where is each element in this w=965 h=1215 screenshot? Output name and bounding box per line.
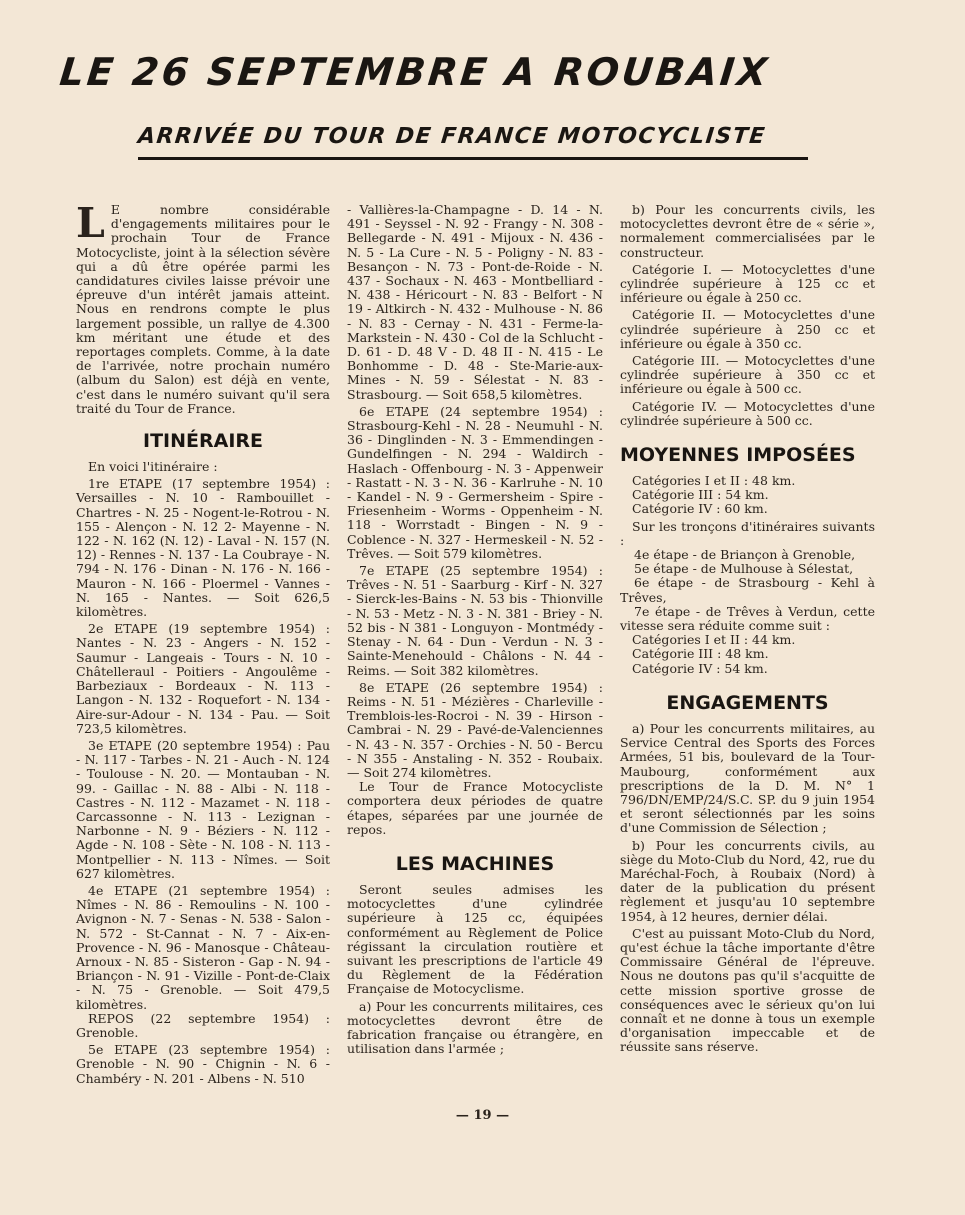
etape-3: 3e ETAPE (20 septembre 1954) : Pau - N. 117 - Tarbes - N. 21 - Auch - N. 124 - Toulouse - N. 20. — Montauban - N. 99. - Gaillac - N. 88 - Albi - N. 118 - Castres - N. 112 - Mazamet - N. 118 - Carcassonne - N. 113 - Lezignan - Narbonne - N. 9 - Béziers - N. 112 - Agde - N. 108 - Sète - N. 108 - N. 113 - Montpellier - N. 113 - Nîmes. — Soit 627 kilomètres.	[76, 737, 330, 881]
etape-4: 4e ETAPE (21 septembre 1954) : Nîmes - N. 86 - Remoulins - N. 100 - Avignon - N. 7 - Senas - N. 538 - Salon - N. 572 - St-Cannat - N. 7 - Aix-en-Provence - N. 96 - Manosque - Château-Arnoux - N. 85 - Sisteron - Gap - N. 94 - Briançon - N. 91 - Vizille - Pont-de-Claix - N. 75 - Grenoble. — Soit 479,5 kilomètres.	[76, 882, 330, 1012]
machines-intro: Seront seules admises les motocyclettes d'une cylindrée supérieure à 125 cc, équipées conformément au Règlement de Police régissant la circulation routière et suivant les prescriptions de l'article 49 du Règlement de la Fédération Française de Motocyclisme.	[347, 881, 603, 997]
troncon-1: 4e étape - de Briançon à Grenoble,	[634, 547, 856, 563]
column-2	[347, 203, 603, 1056]
page-number: — 19 —	[455, 1108, 510, 1123]
repos: REPOS (22 septembre 1954) : Grenoble.	[76, 1010, 330, 1040]
troncon-3: 6e étape - de Strasbourg - Kehl à Trêves,	[620, 575, 875, 605]
machines-military: a) Pour les concurrents militaires, ces motocyclettes devront être de fabrication française ou étrangère, en utilisation dans l'armée ;	[347, 998, 603, 1057]
average-3: Catégorie IV : 60 km.	[632, 501, 768, 517]
heading-machines: LES MACHINES	[395, 852, 555, 875]
heading-engagements: ENGAGEMENTS	[666, 691, 829, 714]
engagements-civil: b) Pour les concurrents civils, au siège du Moto-Club du Nord, 42, rue du Maréchal-Foch, à Roubaix (Nord) à dater de la publication du présent règlement et jusqu'au 10 septembre 1954, à 12 heures, dernier délai.	[620, 837, 875, 924]
etape-5: 5e ETAPE (23 septembre 1954) : Grenoble - N. 90 - Chignin - N. 6 - Chambéry - N. 201 - Albens - N. 510	[76, 1042, 330, 1086]
category-1: Catégorie I. — Motocyclettes d'une cylindrée supérieure à 125 cc et inférieure ou égale à 250 cc.	[620, 261, 875, 306]
troncon-4: 7e étape - de Trêves à Verdun, cette vitesse sera réduite comme suit :	[620, 603, 875, 634]
intro-text: E nombre considérable d'engagements militaires pour le prochain Tour de France Motocycliste, joint à la sélection sévère qui a dû être opérée parmi les candidatures civiles laisse prévoir une épreuve d'un intérêt jamais atteint. Nous en rendrons compte le plus largement possible, un rallye de 4.300 km méritant une étude et des reportages complets. Comme, à la date de l'arrivée, notre prochain numéro (album du Salon) est déjà en vente, c'est dans le numéro suivant qu'il sera traité du Tour de France.	[76, 202, 330, 416]
troncons-intro: Sur les tronçons d'itinéraires suivants :	[620, 518, 875, 548]
troncon-2: 5e étape - de Mulhouse à Sélestat,	[634, 561, 854, 577]
category-4: Catégorie IV. — Motocyclettes d'une cylindrée supérieure à 500 cc.	[620, 398, 875, 428]
etape-8: 8e ETAPE (26 septembre 1954) : Reims - N. 51 - Mézières - Charleville - Tremblois-les-Rocroi - N. 39 - Hirson - Cambrai - N. 29 - Pavé-de-Valenciennes - N. 43 - N. 357 - Orchies - N. 50 - Bercu - N 355 - Anstaling - N. 352 - Roubaix. — Soit 274 kilomètres.	[347, 679, 603, 780]
subtitle-underline	[138, 157, 808, 160]
intro-paragraph	[76, 199, 330, 416]
itineraire-intro: En voici l'itinéraire :	[88, 459, 218, 475]
engagements-military: a) Pour les concurrents militaires, au Service Central des Sports des Forces Armées, 51 bis, boulevard de la Tour-Maubourg, conformément aux prescriptions de la D. M. N° 1 796/DN/EMP/24/S.C. SP. du 9 juin 1954 et seront sélectionnés par les soins d'une Commission de Sélection ;	[620, 720, 875, 836]
reduced-1: Catégories I et II : 44 km.	[632, 632, 796, 648]
drop-cap: L	[76, 199, 105, 247]
column-1	[76, 199, 330, 1086]
page-subtitle: ARRIVÉE DU TOUR DE FRANCE MOTOCYCLISTE	[136, 124, 768, 149]
etape-6: 6e ETAPE (24 septembre 1954) : Strasbourg-Kehl - N. 28 - Neumuhl - N. 36 - Dinglinden - N. 3 - Emmendingen - Gundelfingen - N. 294 - Waldirch - Haslach - Offenbourg - N. 3 - Appenweir - Rastatt - N. 3 - N. 36 - Karlruhe - N. 10 - Kandel - N. 9 - Germersheim - Spire - Friesenheim - Worms - Oppenheim - N. 118 - Worrstadt - Bingen - N. 9 - Coblence - N. 327 - Hermeskeil - N. 52 - Trêves. — Soit 579 kilomètres.	[347, 403, 603, 561]
etape-2: 2e ETAPE (19 septembre 1954) : Nantes - N. 23 - Angers - N. 152 - Saumur - Langeais - Tours - N. 10 - Châtelleraul - Poitiers - Angoulême - Barbeziaux - Bordeaux - N. 113 - Langon - N. 132 - Roquefort - N. 134 - Aire-sur-Adour - N. 134 - Pau. — Soit 723,5 kilomètres.	[76, 621, 330, 736]
etape-1: 1re ETAPE (17 septembre 1954) : Versailles - N. 10 - Rambouillet - Chartres - N. 25 - Nogent-le-Rotrou - N. 155 - Alençon - N. 12 2- Mayenne - N. 122 - N. 162 (N. 12) - Laval - N. 157 (N. 12) - Rennes - N. 137 - La Coubraye - N. 794 - N. 176 - Dinan - N. 176 - N. 166 - Mauron - N. 166 - Ploermel - Vannes - N. 165 - Nantes. — Soit 626,5 kilomètres.	[76, 476, 330, 620]
periodes-paragraph: Le Tour de France Motocycliste comportera deux périodes de quatre étapes, séparées par une journée de repos.	[347, 779, 603, 837]
heading-moyennes: MOYENNES IMPOSÉES	[620, 444, 856, 467]
etape-5-continued: - Vallières-la-Champagne - D. 14 - N. 491 - Seyssel - N. 92 - Frangy - N. 308 - Bellegarde - N. 491 - Mijoux - N. 436 - N. 5 - La Cure - N. 5 - Poligny - N. 83 - Besançon - N. 73 - Pont-de-Roide - N. 437 - Sochaux - N. 463 - Montbelliard - N. 438 - Héricourt - N. 83 - Belfort - N 19 - Altkirch - N. 432 - Mulhouse - N. 86 - N. 83 - Cernay - N. 431 - Ferme-la-Markstein - N. 430 - Col de la Schlucht - D. 61 - D. 48 V - D. 48 II - N. 415 - Le Bonhomme - D. 48 - Ste-Marie-aux-Mines - N. 59 - Sélestat - N. 83 - Strasbourg. — Soit 658,5 kilomètres.	[347, 202, 603, 402]
reduced-2: Catégorie III : 48 km.	[632, 646, 769, 662]
heading-itineraire: ITINÉRAIRE	[143, 430, 263, 453]
average-1: Catégories I et II : 48 km.	[632, 473, 796, 489]
reduced-3: Catégorie IV : 54 km.	[632, 660, 768, 676]
engagements-conclusion: C'est au puissant Moto-Club du Nord, qu'est échue la tâche importante d'être Commissaire Général de l'épreuve. Nous ne doutons pas qu'il s'acquitte de cette mission sportive grosse de conséquences avec le sérieux qu'on lui connaît et ne donne à tous un exemple d'organisation impeccable et de réussite sans réserve.	[620, 925, 875, 1055]
page-title: LE 26 SEPTEMBRE A ROUBAIX	[57, 50, 772, 94]
machines-civil: b) Pour les concurrents civils, les motocyclettes devront être de « série », normalement commercialisées par le constructeur.	[620, 202, 875, 260]
column-3	[620, 203, 875, 1055]
etape-7: 7e ETAPE (25 septembre 1954) : Trêves - N. 51 - Saarburg - Kirf - N. 327 - Sierck-les-Bains - N. 53 bis - Thionville - N. 53 - Metz - N. 3 - N. 381 - Briey - N. 52 bis - N 381 - Longuyon - Montmédy - Stenay - N. 64 - Dun - Verdun - N. 3 - Sainte-Menehould - Châlons - N. 44 - Reims. — Soit 382 kilomètres.	[347, 563, 603, 678]
average-2: Catégorie III : 54 km.	[632, 487, 769, 503]
category-2: Catégorie II. — Motocyclettes d'une cylindrée supérieure à 250 cc et inférieure ou égale à 350 cc.	[620, 307, 875, 351]
category-3: Catégorie III. — Motocyclettes d'une cylindrée supérieure à 350 cc et inférieure ou égale à 500 cc.	[620, 353, 875, 397]
